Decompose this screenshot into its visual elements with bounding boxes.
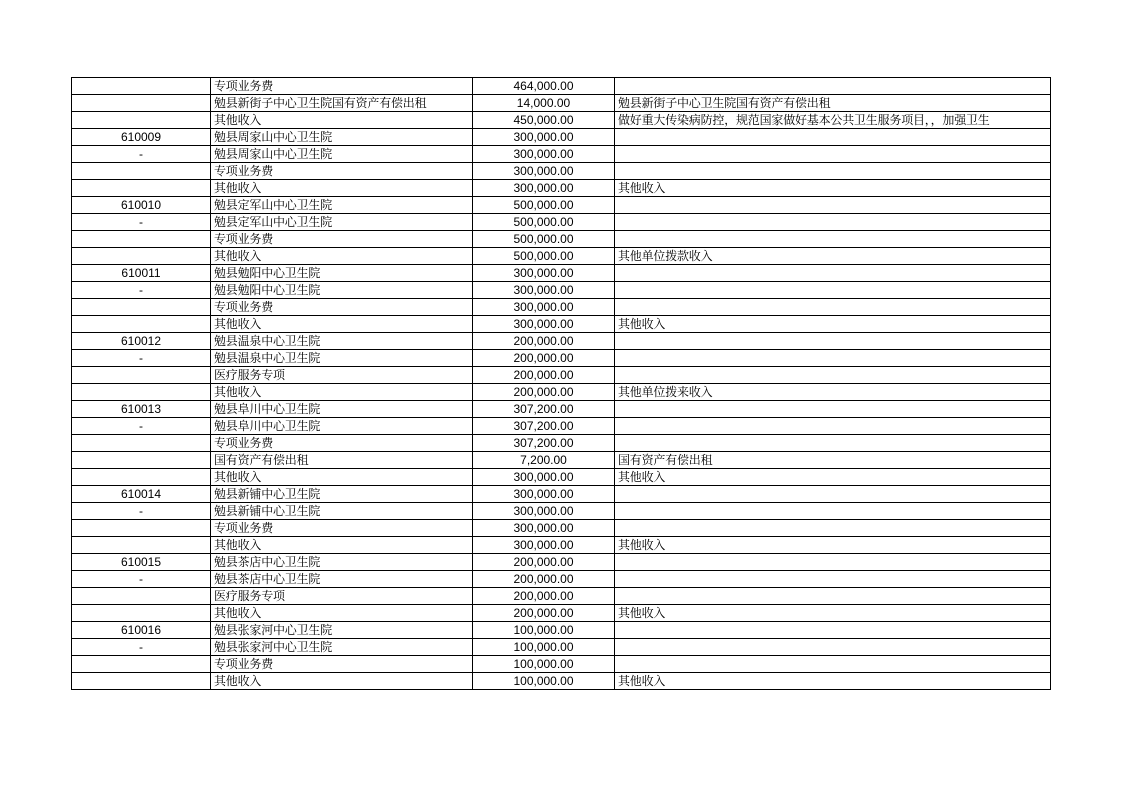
amount-cell: 200,000.00 xyxy=(473,554,615,571)
note-cell xyxy=(615,146,1051,163)
unit-code-cell: - xyxy=(72,214,211,231)
note-cell xyxy=(615,418,1051,435)
item-name-cell: 勉县张家河中心卫生院 xyxy=(211,622,473,639)
amount-cell: 14,000.00 xyxy=(473,95,615,112)
item-name-cell: 其他收入 xyxy=(211,605,473,622)
amount-cell: 300,000.00 xyxy=(473,282,615,299)
item-name-cell: 勉县周家山中心卫生院 xyxy=(211,146,473,163)
note-cell: 其他单位拨来收入 xyxy=(615,384,1051,401)
amount-cell: 200,000.00 xyxy=(473,571,615,588)
note-cell xyxy=(615,78,1051,95)
item-name-cell: 勉县勉阳中心卫生院 xyxy=(211,265,473,282)
note-cell: 其他收入 xyxy=(615,316,1051,333)
note-cell xyxy=(615,350,1051,367)
unit-code-cell: 610013 xyxy=(72,401,211,418)
item-name-cell: 其他收入 xyxy=(211,537,473,554)
item-name-cell: 国有资产有偿出租 xyxy=(211,452,473,469)
note-cell xyxy=(615,639,1051,656)
note-cell xyxy=(615,503,1051,520)
unit-code-cell: 610009 xyxy=(72,129,211,146)
unit-code-cell xyxy=(72,248,211,265)
table-row xyxy=(72,520,1051,537)
item-name-cell: 其他收入 xyxy=(211,112,473,129)
note-cell: 其他收入 xyxy=(615,537,1051,554)
note-cell xyxy=(615,622,1051,639)
table-row xyxy=(72,112,1051,129)
note-cell: 勉县新街子中心卫生院国有资产有偿出租 xyxy=(615,95,1051,112)
note-cell: 做好重大传染病防控，规范国家做好基本公共卫生服务项目，，加强卫生 xyxy=(615,112,1051,129)
table-row xyxy=(72,95,1051,112)
unit-code-cell: - xyxy=(72,639,211,656)
unit-code-cell: - xyxy=(72,503,211,520)
unit-code-cell xyxy=(72,95,211,112)
amount-cell: 300,000.00 xyxy=(473,486,615,503)
amount-cell: 7,200.00 xyxy=(473,452,615,469)
amount-cell: 100,000.00 xyxy=(473,639,615,656)
table-row xyxy=(72,537,1051,554)
note-cell xyxy=(615,197,1051,214)
unit-code-cell xyxy=(72,112,211,129)
item-name-cell: 专项业务费 xyxy=(211,78,473,95)
budget-table xyxy=(71,77,1051,690)
table-row xyxy=(72,146,1051,163)
table-row xyxy=(72,299,1051,316)
table-row xyxy=(72,316,1051,333)
item-name-cell: 专项业务费 xyxy=(211,656,473,673)
unit-code-cell xyxy=(72,78,211,95)
amount-cell: 300,000.00 xyxy=(473,163,615,180)
amount-cell: 300,000.00 xyxy=(473,299,615,316)
amount-cell: 300,000.00 xyxy=(473,265,615,282)
table-row xyxy=(72,605,1051,622)
item-name-cell: 勉县张家河中心卫生院 xyxy=(211,639,473,656)
item-name-cell: 勉县温泉中心卫生院 xyxy=(211,350,473,367)
note-cell xyxy=(615,214,1051,231)
unit-code-cell: 610010 xyxy=(72,197,211,214)
item-name-cell: 勉县勉阳中心卫生院 xyxy=(211,282,473,299)
unit-code-cell xyxy=(72,163,211,180)
unit-code-cell xyxy=(72,469,211,486)
amount-cell: 450,000.00 xyxy=(473,112,615,129)
table-row xyxy=(72,248,1051,265)
amount-cell: 500,000.00 xyxy=(473,248,615,265)
table-row xyxy=(72,214,1051,231)
item-name-cell: 勉县新街子中心卫生院国有资产有偿出租 xyxy=(211,95,473,112)
unit-code-cell xyxy=(72,656,211,673)
table-row xyxy=(72,469,1051,486)
amount-cell: 307,200.00 xyxy=(473,401,615,418)
unit-code-cell: - xyxy=(72,571,211,588)
unit-code-cell: - xyxy=(72,146,211,163)
amount-cell: 200,000.00 xyxy=(473,350,615,367)
item-name-cell: 其他收入 xyxy=(211,180,473,197)
amount-cell: 300,000.00 xyxy=(473,129,615,146)
unit-code-cell: - xyxy=(72,350,211,367)
table-row xyxy=(72,129,1051,146)
unit-code-cell: 610016 xyxy=(72,622,211,639)
amount-cell: 500,000.00 xyxy=(473,214,615,231)
table-row xyxy=(72,622,1051,639)
table-row xyxy=(72,639,1051,656)
note-cell xyxy=(615,299,1051,316)
item-name-cell: 专项业务费 xyxy=(211,231,473,248)
table-row xyxy=(72,486,1051,503)
unit-code-cell: 610011 xyxy=(72,265,211,282)
unit-code-cell xyxy=(72,537,211,554)
item-name-cell: 其他收入 xyxy=(211,469,473,486)
amount-cell: 200,000.00 xyxy=(473,605,615,622)
table-row xyxy=(72,78,1051,95)
note-cell xyxy=(615,333,1051,350)
amount-cell: 300,000.00 xyxy=(473,469,615,486)
table-row xyxy=(72,503,1051,520)
amount-cell: 200,000.00 xyxy=(473,333,615,350)
unit-code-cell xyxy=(72,520,211,537)
unit-code-cell xyxy=(72,384,211,401)
note-cell xyxy=(615,554,1051,571)
amount-cell: 100,000.00 xyxy=(473,622,615,639)
unit-code-cell xyxy=(72,367,211,384)
amount-cell: 300,000.00 xyxy=(473,520,615,537)
table-row xyxy=(72,588,1051,605)
item-name-cell: 其他收入 xyxy=(211,316,473,333)
amount-cell: 500,000.00 xyxy=(473,231,615,248)
table-row xyxy=(72,163,1051,180)
amount-cell: 200,000.00 xyxy=(473,588,615,605)
table-row xyxy=(72,282,1051,299)
table-row xyxy=(72,656,1051,673)
table-row xyxy=(72,554,1051,571)
item-name-cell: 专项业务费 xyxy=(211,435,473,452)
table-row xyxy=(72,384,1051,401)
table-row xyxy=(72,265,1051,282)
note-cell: 国有资产有偿出租 xyxy=(615,452,1051,469)
note-cell xyxy=(615,163,1051,180)
item-name-cell: 勉县新铺中心卫生院 xyxy=(211,486,473,503)
item-name-cell: 专项业务费 xyxy=(211,299,473,316)
note-cell xyxy=(615,656,1051,673)
item-name-cell: 医疗服务专项 xyxy=(211,367,473,384)
unit-code-cell xyxy=(72,316,211,333)
note-cell: 其他收入 xyxy=(615,673,1051,690)
unit-code-cell xyxy=(72,605,211,622)
note-cell xyxy=(615,265,1051,282)
note-cell: 其他收入 xyxy=(615,469,1051,486)
item-name-cell: 其他收入 xyxy=(211,384,473,401)
amount-cell: 300,000.00 xyxy=(473,537,615,554)
table-row xyxy=(72,333,1051,350)
amount-cell: 300,000.00 xyxy=(473,316,615,333)
amount-cell: 100,000.00 xyxy=(473,673,615,690)
amount-cell: 300,000.00 xyxy=(473,180,615,197)
item-name-cell: 勉县定军山中心卫生院 xyxy=(211,197,473,214)
item-name-cell: 专项业务费 xyxy=(211,163,473,180)
amount-cell: 200,000.00 xyxy=(473,384,615,401)
amount-cell: 464,000.00 xyxy=(473,78,615,95)
item-name-cell: 其他收入 xyxy=(211,248,473,265)
table-row xyxy=(72,367,1051,384)
item-name-cell: 勉县阜川中心卫生院 xyxy=(211,418,473,435)
unit-code-cell: - xyxy=(72,418,211,435)
table-row xyxy=(72,673,1051,690)
item-name-cell: 勉县定军山中心卫生院 xyxy=(211,214,473,231)
unit-code-cell: 610014 xyxy=(72,486,211,503)
item-name-cell: 勉县周家山中心卫生院 xyxy=(211,129,473,146)
item-name-cell: 勉县阜川中心卫生院 xyxy=(211,401,473,418)
item-name-cell: 医疗服务专项 xyxy=(211,588,473,605)
note-cell xyxy=(615,367,1051,384)
unit-code-cell xyxy=(72,231,211,248)
item-name-cell: 勉县茶店中心卫生院 xyxy=(211,554,473,571)
table-row xyxy=(72,452,1051,469)
note-cell xyxy=(615,282,1051,299)
note-cell xyxy=(615,435,1051,452)
table-row xyxy=(72,350,1051,367)
note-cell xyxy=(615,486,1051,503)
unit-code-cell xyxy=(72,299,211,316)
item-name-cell: 勉县温泉中心卫生院 xyxy=(211,333,473,350)
table-row xyxy=(72,435,1051,452)
note-cell: 其他收入 xyxy=(615,605,1051,622)
note-cell: 其他收入 xyxy=(615,180,1051,197)
unit-code-cell xyxy=(72,588,211,605)
unit-code-cell xyxy=(72,452,211,469)
note-cell xyxy=(615,401,1051,418)
table-row xyxy=(72,401,1051,418)
note-cell xyxy=(615,231,1051,248)
amount-cell: 307,200.00 xyxy=(473,435,615,452)
note-cell xyxy=(615,520,1051,537)
unit-code-cell: 610012 xyxy=(72,333,211,350)
item-name-cell: 勉县新铺中心卫生院 xyxy=(211,503,473,520)
note-cell xyxy=(615,588,1051,605)
note-cell: 其他单位拨款收入 xyxy=(615,248,1051,265)
unit-code-cell: - xyxy=(72,282,211,299)
unit-code-cell xyxy=(72,673,211,690)
table-row xyxy=(72,197,1051,214)
unit-code-cell xyxy=(72,435,211,452)
table-row xyxy=(72,231,1051,248)
unit-code-cell xyxy=(72,180,211,197)
item-name-cell: 专项业务费 xyxy=(211,520,473,537)
table-row xyxy=(72,571,1051,588)
unit-code-cell: 610015 xyxy=(72,554,211,571)
amount-cell: 300,000.00 xyxy=(473,146,615,163)
amount-cell: 100,000.00 xyxy=(473,656,615,673)
note-cell xyxy=(615,571,1051,588)
table-row xyxy=(72,180,1051,197)
amount-cell: 200,000.00 xyxy=(473,367,615,384)
amount-cell: 300,000.00 xyxy=(473,503,615,520)
item-name-cell: 其他收入 xyxy=(211,673,473,690)
amount-cell: 307,200.00 xyxy=(473,418,615,435)
table-row xyxy=(72,418,1051,435)
amount-cell: 500,000.00 xyxy=(473,197,615,214)
budget-table-body xyxy=(72,78,1051,690)
item-name-cell: 勉县茶店中心卫生院 xyxy=(211,571,473,588)
note-cell xyxy=(615,129,1051,146)
